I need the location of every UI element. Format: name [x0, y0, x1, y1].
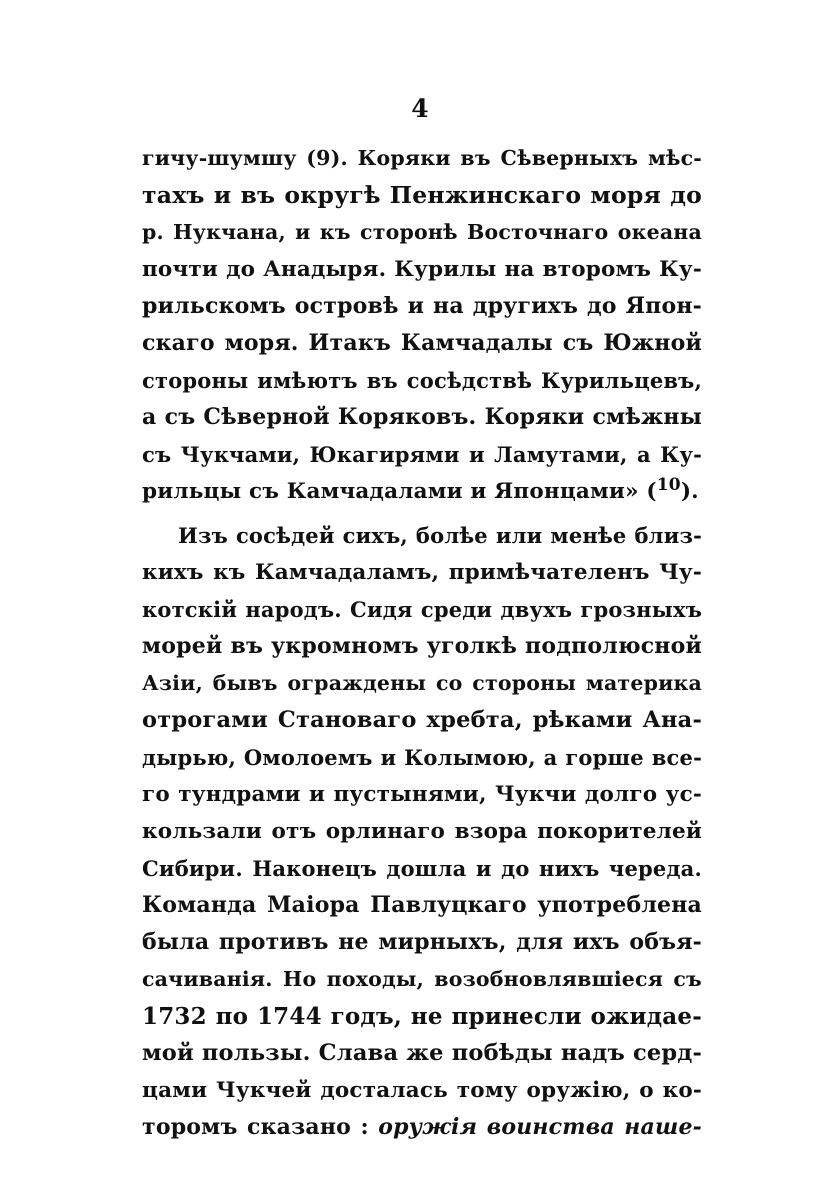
text-line: цами Чукчей досталась тому оружію, о ко- — [142, 1078, 702, 1103]
text-line: 1732 по 1744 годъ, не принесли ожидае- — [142, 1003, 702, 1030]
text-line: кользали отъ орлинаго взора покорителей — [142, 819, 702, 844]
text-line-last — [142, 1109, 702, 1146]
text-line: Изъ сосѣдей сихъ, болѣе или менѣе близ- — [178, 523, 702, 548]
text-line: сачиванія. Но походы, возобновлявшіеся съ — [142, 967, 702, 991]
text-line: котскій народъ. Сидя среди двухъ грозныхъ — [142, 597, 702, 622]
text-line: морей въ укромномъ уголкѣ подполюсной — [142, 633, 702, 659]
text-line: мой пользы. Слава же побѣды надъ серд- — [142, 1040, 703, 1066]
text-line: отрогами Становаго хребта, рѣками Ана- — [142, 707, 702, 733]
text-line: дырью, Омолоемъ и Колымою, а горше все- — [142, 745, 702, 770]
paragraph-2 — [142, 517, 702, 1146]
text-line: скаго моря. Итакъ Камчадалы съ Южной — [142, 330, 702, 356]
text-line: го тундрами и пустынями, Чукчи долго ус- — [142, 782, 702, 807]
body-text — [142, 140, 702, 1146]
text-line: Азіи, бывъ ограждены со стороны материка — [142, 671, 702, 695]
text-line: рильскомъ островѣ и на другихъ до Япон- — [142, 293, 702, 319]
text-line: р. Нукчана, и къ сторонѣ Восточнаго океана — [142, 220, 702, 244]
text-line: гичу-шумшу (9). Коряки въ Сѣверныхъ мѣс- — [142, 146, 702, 170]
text-line: Сибири. Наконецъ дошла и до нихъ череда. — [142, 856, 702, 881]
italic-quote: оружія воинства наше- — [378, 1114, 702, 1140]
footnote-mark: 10 — [656, 474, 681, 495]
text-line: кихъ къ Камчадаламъ, примѣчателенъ Чу- — [142, 560, 702, 585]
paragraph-1 — [142, 140, 702, 510]
page-number: 4 — [411, 94, 429, 123]
text-run: торомъ сказано : — [142, 1114, 379, 1140]
text-run: ). — [680, 479, 699, 504]
text-line: почти до Анадыря. Курилы на второмъ Ку- — [142, 257, 702, 282]
text-run: рильцы съ Камчадалами и Японцами» ( — [142, 479, 657, 504]
text-line: Команда Маіора Павлуцкаго употреблена — [142, 892, 702, 918]
text-line: тахъ и въ округѣ Пенжинскаго моря до — [142, 181, 702, 209]
text-line: была противъ не мирныхъ, для ихъ объя- — [142, 929, 702, 955]
text-line: а съ Сѣверной Коряковъ. Коряки смѣжны — [142, 404, 702, 430]
text-line: стороны имѣютъ въ сосѣдствѣ Курильцевъ, — [142, 368, 702, 393]
text-line: съ Чукчами, Юкагирями и Ламутами, а Ку- — [142, 442, 702, 467]
paragraph-gap — [142, 510, 702, 517]
text-line-last — [142, 473, 702, 510]
